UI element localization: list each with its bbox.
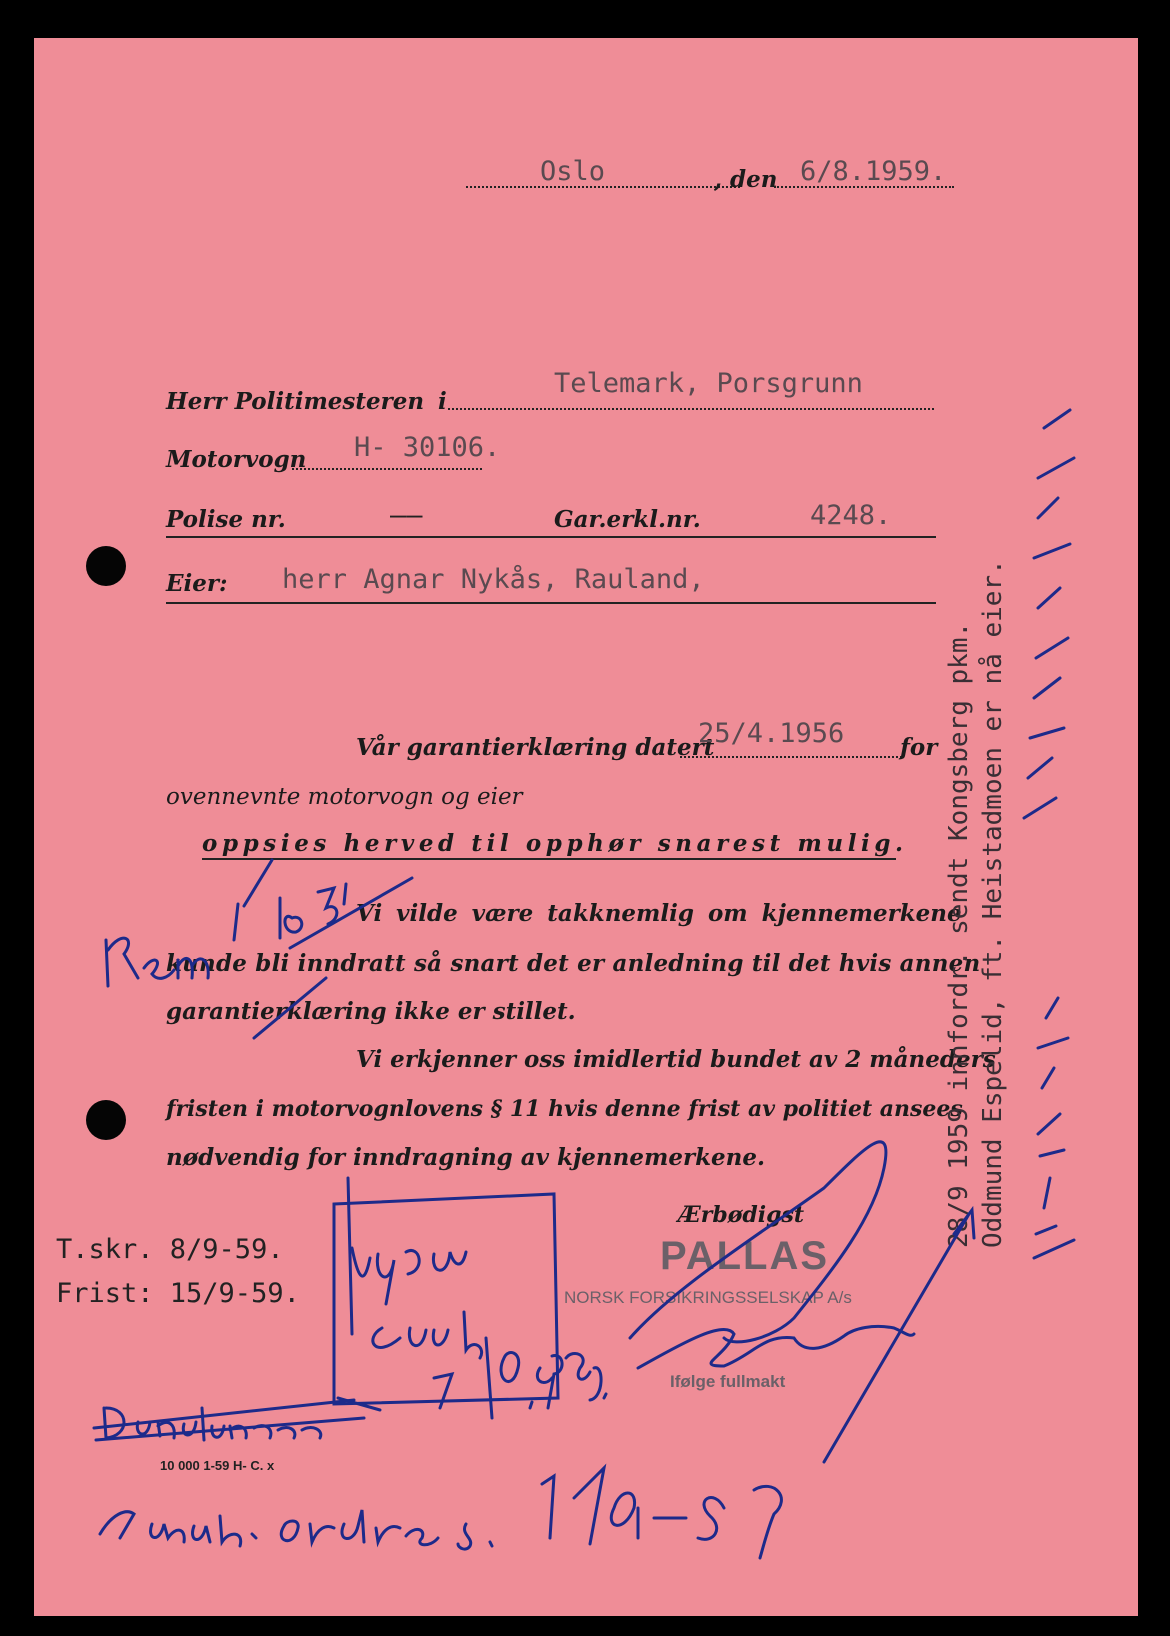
frist-note: Frist: 15/9-59. bbox=[56, 1278, 300, 1309]
document-sheet bbox=[34, 38, 1138, 1616]
registration-number: H- 30106. bbox=[354, 432, 501, 463]
handwriting-layer bbox=[34, 38, 1138, 1616]
para2-line1: Vi vilde være takknemlig om kjennemerkene bbox=[356, 900, 962, 927]
para3-line1: Vi erkjenner oss imidlertid bundet av 2 måneders bbox=[356, 1046, 996, 1073]
owner: herr Agnar Nykås, Rauland, bbox=[282, 564, 705, 595]
stamp-company: PALLAS bbox=[660, 1234, 830, 1278]
rem-stroke bbox=[106, 938, 208, 986]
guarantee-date: 25/4.1956 bbox=[698, 718, 845, 749]
body-line2: ovennevnte motorvogn og eier bbox=[166, 784, 523, 810]
police-district: Telemark, Porsgrunn bbox=[554, 368, 863, 399]
stamp-signoff: Ifølge fullmakt bbox=[670, 1372, 786, 1391]
salutation: Ærbødigst bbox=[678, 1202, 805, 1228]
signature-loop bbox=[630, 1142, 886, 1342]
print-code: 10 000 1-59 H- C. x bbox=[160, 1458, 275, 1473]
body-line1-prefix: Vår garantierklæring datert bbox=[356, 734, 715, 761]
i-label: i bbox=[438, 388, 447, 415]
para3-line2: fristen i motorvognlovens § 11 hvis denne frist av politiet ansees bbox=[166, 1096, 963, 1122]
para3-line3: nødvendig for inndragning av kjennemerkene. bbox=[166, 1144, 766, 1171]
rem-strike-2 bbox=[254, 978, 326, 1038]
polise-label: Polise nr. bbox=[166, 506, 286, 533]
note-box-bracket bbox=[338, 1178, 380, 1410]
recipient-label: Herr Politimesteren bbox=[166, 388, 425, 415]
den-label: , den bbox=[714, 166, 778, 193]
motorvogn-label: Motorvogn bbox=[166, 446, 307, 473]
stamp-full-name: NORSK FORSIKRINGSSELSKAP A/s bbox=[564, 1288, 852, 1307]
polise-value: —— bbox=[390, 500, 423, 531]
body-line1-suffix: for bbox=[900, 734, 938, 761]
tskr-note: T.skr. 8/9-59. bbox=[56, 1234, 284, 1265]
eier-label: Eier: bbox=[166, 570, 228, 597]
para2-line2: kunde bli inndratt så snart det er anledning til det hvis annen bbox=[166, 950, 981, 977]
city: Oslo bbox=[540, 156, 606, 187]
letter-date: 6/8.1959. bbox=[800, 156, 947, 187]
para2-line3: garantierklæring ikke er stillet. bbox=[166, 998, 576, 1025]
margin-typed-line1: 28/9 1959 innfordr. sendt Kongsberg pkm. bbox=[944, 621, 974, 1248]
garerkl-value: 4248. bbox=[810, 500, 892, 531]
margin-typed-line2: Oddmund Espelid, ft. Heistadmoen er nå eier. bbox=[978, 559, 1008, 1248]
termination-emphasis: oppsies herved til opphør snarest mulig. bbox=[202, 830, 908, 857]
garerkl-label: Gar.erkl.nr. bbox=[554, 506, 701, 533]
